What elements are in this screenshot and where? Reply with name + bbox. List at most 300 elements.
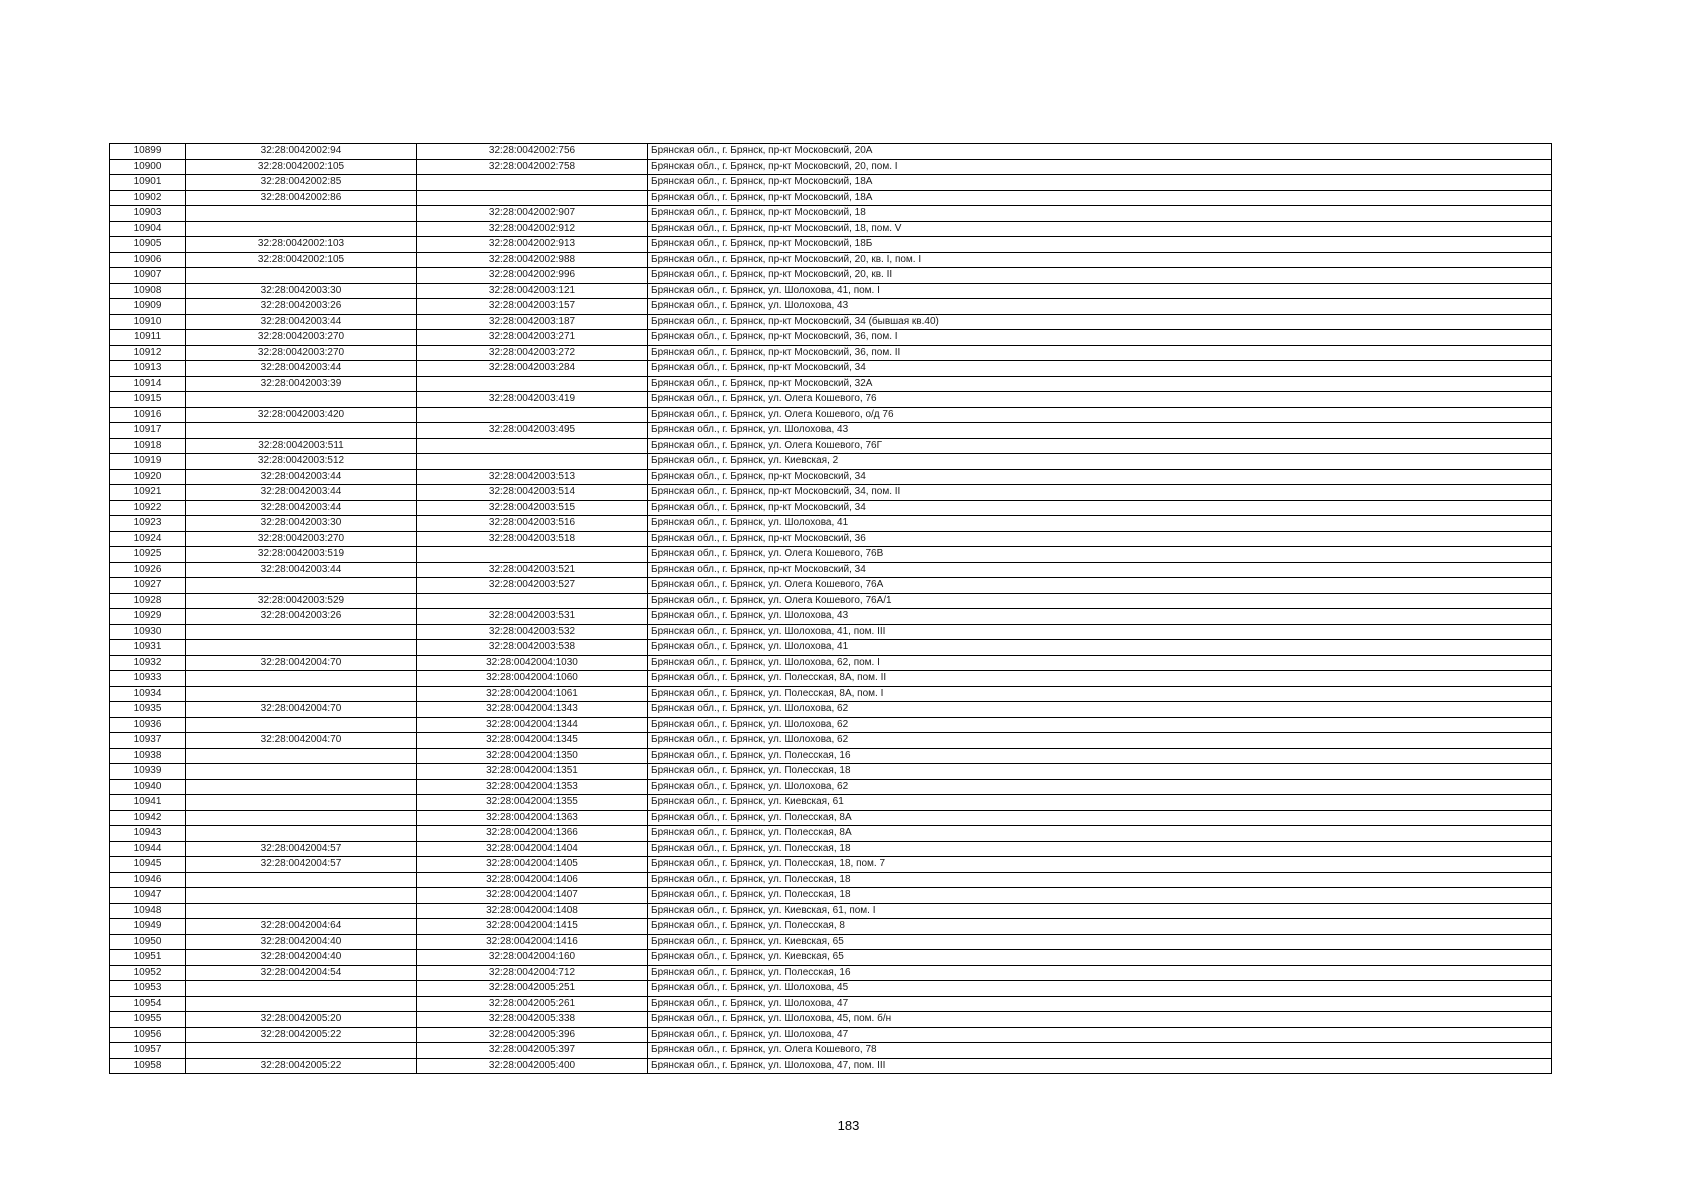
land-cadastral-number-cell: 32:28:0042003:512	[186, 454, 417, 470]
land-cadastral-number-cell	[186, 903, 417, 919]
building-cadastral-number-cell: 32:28:0042005:261	[417, 996, 648, 1012]
building-cadastral-number-cell: 32:28:0042004:1350	[417, 748, 648, 764]
row-number-cell: 10953	[110, 981, 186, 997]
table-row	[110, 454, 1552, 470]
table-row	[110, 764, 1552, 780]
table-row	[110, 609, 1552, 625]
address-cell: Брянская обл., г. Брянск, ул. Киевская, 61	[648, 795, 1552, 811]
building-cadastral-number-cell	[417, 175, 648, 191]
address-cell: Брянская обл., г. Брянск, ул. Полесская, 8	[648, 919, 1552, 935]
row-number-cell: 10917	[110, 423, 186, 439]
land-cadastral-number-cell: 32:28:0042003:26	[186, 609, 417, 625]
building-cadastral-number-cell: 32:28:0042004:1060	[417, 671, 648, 687]
building-cadastral-number-cell: 32:28:0042003:514	[417, 485, 648, 501]
address-cell: Брянская обл., г. Брянск, пр-кт Московский, 20, кв. I, пом. I	[648, 252, 1552, 268]
land-cadastral-number-cell: 32:28:0042003:420	[186, 407, 417, 423]
table-row	[110, 469, 1552, 485]
row-number-cell: 10907	[110, 268, 186, 284]
address-cell: Брянская обл., г. Брянск, ул. Олега Кошевого, о/д 76	[648, 407, 1552, 423]
table-row	[110, 190, 1552, 206]
row-number-cell: 10952	[110, 965, 186, 981]
row-number-cell: 10900	[110, 159, 186, 175]
table-row	[110, 1058, 1552, 1074]
table-row	[110, 950, 1552, 966]
row-number-cell: 10908	[110, 283, 186, 299]
address-cell: Брянская обл., г. Брянск, пр-кт Московский, 20А	[648, 144, 1552, 160]
table-row	[110, 795, 1552, 811]
land-cadastral-number-cell	[186, 423, 417, 439]
address-cell: Брянская обл., г. Брянск, пр-кт Московский, 32А	[648, 376, 1552, 392]
building-cadastral-number-cell: 32:28:0042005:338	[417, 1012, 648, 1028]
row-number-cell: 10926	[110, 562, 186, 578]
row-number-cell: 10941	[110, 795, 186, 811]
address-cell: Брянская обл., г. Брянск, ул. Шолохова, 47	[648, 1027, 1552, 1043]
land-cadastral-number-cell	[186, 206, 417, 222]
address-cell: Брянская обл., г. Брянск, пр-кт Московский, 34 (бывшая кв.40)	[648, 314, 1552, 330]
table-row	[110, 965, 1552, 981]
building-cadastral-number-cell: 32:28:0042004:1405	[417, 857, 648, 873]
table-row	[110, 547, 1552, 563]
table-row	[110, 872, 1552, 888]
address-cell: Брянская обл., г. Брянск, пр-кт Московский, 36, пом. I	[648, 330, 1552, 346]
building-cadastral-number-cell	[417, 407, 648, 423]
row-number-cell: 10936	[110, 717, 186, 733]
row-number-cell: 10932	[110, 655, 186, 671]
building-cadastral-number-cell: 32:28:0042005:396	[417, 1027, 648, 1043]
land-cadastral-number-cell: 32:28:0042004:70	[186, 702, 417, 718]
address-cell: Брянская обл., г. Брянск, пр-кт Московский, 36	[648, 531, 1552, 547]
row-number-cell: 10928	[110, 593, 186, 609]
table-row	[110, 221, 1552, 237]
address-cell: Брянская обл., г. Брянск, пр-кт Московский, 18А	[648, 190, 1552, 206]
row-number-cell: 10921	[110, 485, 186, 501]
table-row	[110, 702, 1552, 718]
address-cell: Брянская обл., г. Брянск, ул. Полесская, 16	[648, 748, 1552, 764]
row-number-cell: 10913	[110, 361, 186, 377]
table-row	[110, 314, 1552, 330]
row-number-cell: 10942	[110, 810, 186, 826]
address-cell: Брянская обл., г. Брянск, ул. Полесская, 16	[648, 965, 1552, 981]
land-cadastral-number-cell: 32:28:0042004:57	[186, 857, 417, 873]
address-cell: Брянская обл., г. Брянск, ул. Полесская, 8А	[648, 826, 1552, 842]
building-cadastral-number-cell: 32:28:0042002:996	[417, 268, 648, 284]
building-cadastral-number-cell: 32:28:0042004:160	[417, 950, 648, 966]
building-cadastral-number-cell: 32:28:0042002:758	[417, 159, 648, 175]
building-cadastral-number-cell: 32:28:0042003:272	[417, 345, 648, 361]
building-cadastral-number-cell: 32:28:0042003:513	[417, 469, 648, 485]
row-number-cell: 10909	[110, 299, 186, 315]
address-cell: Брянская обл., г. Брянск, пр-кт Московский, 18А	[648, 175, 1552, 191]
land-cadastral-number-cell: 32:28:0042003:26	[186, 299, 417, 315]
land-cadastral-number-cell: 32:28:0042003:44	[186, 485, 417, 501]
building-cadastral-number-cell: 32:28:0042003:532	[417, 624, 648, 640]
table-row	[110, 392, 1552, 408]
address-cell: Брянская обл., г. Брянск, ул. Шолохова, 62	[648, 779, 1552, 795]
table-row	[110, 903, 1552, 919]
building-cadastral-number-cell: 32:28:0042003:495	[417, 423, 648, 439]
building-cadastral-number-cell: 32:28:0042004:1416	[417, 934, 648, 950]
land-cadastral-number-cell	[186, 268, 417, 284]
land-cadastral-number-cell: 32:28:0042003:30	[186, 283, 417, 299]
row-number-cell: 10957	[110, 1043, 186, 1059]
land-cadastral-number-cell	[186, 1043, 417, 1059]
address-cell: Брянская обл., г. Брянск, ул. Шолохова, 62	[648, 702, 1552, 718]
land-cadastral-number-cell: 32:28:0042005:20	[186, 1012, 417, 1028]
land-cadastral-number-cell: 32:28:0042005:22	[186, 1027, 417, 1043]
building-cadastral-number-cell: 32:28:0042004:1343	[417, 702, 648, 718]
table-row	[110, 299, 1552, 315]
building-cadastral-number-cell: 32:28:0042004:1363	[417, 810, 648, 826]
land-cadastral-number-cell: 32:28:0042003:44	[186, 500, 417, 516]
building-cadastral-number-cell: 32:28:0042004:1355	[417, 795, 648, 811]
table-row	[110, 934, 1552, 950]
land-cadastral-number-cell	[186, 795, 417, 811]
row-number-cell: 10903	[110, 206, 186, 222]
address-cell: Брянская обл., г. Брянск, ул. Шолохова, 43	[648, 423, 1552, 439]
address-cell: Брянская обл., г. Брянск, ул. Шолохова, 47, пом. III	[648, 1058, 1552, 1074]
table-row	[110, 655, 1552, 671]
row-number-cell: 10950	[110, 934, 186, 950]
table-row	[110, 624, 1552, 640]
table-row	[110, 640, 1552, 656]
land-cadastral-number-cell	[186, 686, 417, 702]
building-cadastral-number-cell: 32:28:0042003:187	[417, 314, 648, 330]
building-cadastral-number-cell: 32:28:0042003:419	[417, 392, 648, 408]
address-cell: Брянская обл., г. Брянск, пр-кт Московский, 34, пом. II	[648, 485, 1552, 501]
row-number-cell: 10918	[110, 438, 186, 454]
table-row	[110, 733, 1552, 749]
land-cadastral-number-cell	[186, 981, 417, 997]
land-cadastral-number-cell: 32:28:0042004:54	[186, 965, 417, 981]
address-cell: Брянская обл., г. Брянск, пр-кт Московский, 34	[648, 500, 1552, 516]
address-cell: Брянская обл., г. Брянск, ул. Шолохова, 43	[648, 299, 1552, 315]
building-cadastral-number-cell: 32:28:0042005:400	[417, 1058, 648, 1074]
row-number-cell: 10923	[110, 516, 186, 532]
building-cadastral-number-cell: 32:28:0042003:527	[417, 578, 648, 594]
building-cadastral-number-cell: 32:28:0042004:1061	[417, 686, 648, 702]
row-number-cell: 10956	[110, 1027, 186, 1043]
land-cadastral-number-cell: 32:28:0042003:39	[186, 376, 417, 392]
table-row	[110, 144, 1552, 160]
building-cadastral-number-cell: 32:28:0042003:157	[417, 299, 648, 315]
address-cell: Брянская обл., г. Брянск, ул. Олега Кошевого, 76	[648, 392, 1552, 408]
address-cell: Брянская обл., г. Брянск, ул. Полесская, 8А	[648, 810, 1552, 826]
building-cadastral-number-cell: 32:28:0042004:712	[417, 965, 648, 981]
table-row	[110, 562, 1552, 578]
table-row	[110, 407, 1552, 423]
table-row	[110, 1043, 1552, 1059]
row-number-cell: 10931	[110, 640, 186, 656]
table-row	[110, 593, 1552, 609]
row-number-cell: 10901	[110, 175, 186, 191]
land-cadastral-number-cell	[186, 872, 417, 888]
table-row	[110, 1012, 1552, 1028]
row-number-cell: 10902	[110, 190, 186, 206]
address-cell: Брянская обл., г. Брянск, ул. Шолохова, 62	[648, 717, 1552, 733]
table-row	[110, 237, 1552, 253]
table-row	[110, 268, 1552, 284]
building-cadastral-number-cell: 32:28:0042002:756	[417, 144, 648, 160]
address-cell: Брянская обл., г. Брянск, пр-кт Московский, 34	[648, 562, 1552, 578]
building-cadastral-number-cell	[417, 438, 648, 454]
address-cell: Брянская обл., г. Брянск, ул. Полесская, 8А, пом. II	[648, 671, 1552, 687]
building-cadastral-number-cell: 32:28:0042004:1408	[417, 903, 648, 919]
row-number-cell: 10951	[110, 950, 186, 966]
table-row	[110, 810, 1552, 826]
land-cadastral-number-cell	[186, 221, 417, 237]
table-row	[110, 516, 1552, 532]
building-cadastral-number-cell	[417, 547, 648, 563]
land-cadastral-number-cell: 32:28:0042002:94	[186, 144, 417, 160]
address-cell: Брянская обл., г. Брянск, ул. Олега Кошевого, 76А/1	[648, 593, 1552, 609]
address-cell: Брянская обл., г. Брянск, ул. Олега Кошевого, 76В	[648, 547, 1552, 563]
building-cadastral-number-cell: 32:28:0042004:1406	[417, 872, 648, 888]
row-number-cell: 10937	[110, 733, 186, 749]
building-cadastral-number-cell: 32:28:0042002:988	[417, 252, 648, 268]
building-cadastral-number-cell: 32:28:0042003:518	[417, 531, 648, 547]
address-cell: Брянская обл., г. Брянск, ул. Киевская, 61, пом. I	[648, 903, 1552, 919]
row-number-cell: 10911	[110, 330, 186, 346]
land-cadastral-number-cell	[186, 748, 417, 764]
table-row	[110, 748, 1552, 764]
building-cadastral-number-cell: 32:28:0042002:912	[417, 221, 648, 237]
land-cadastral-number-cell	[186, 826, 417, 842]
table-row	[110, 206, 1552, 222]
address-cell: Брянская обл., г. Брянск, ул. Киевская, 65	[648, 934, 1552, 950]
row-number-cell: 10933	[110, 671, 186, 687]
building-cadastral-number-cell: 32:28:0042003:516	[417, 516, 648, 532]
land-cadastral-number-cell: 32:28:0042005:22	[186, 1058, 417, 1074]
row-number-cell: 10906	[110, 252, 186, 268]
row-number-cell: 10958	[110, 1058, 186, 1074]
table-row	[110, 857, 1552, 873]
registry-table	[109, 143, 1552, 1074]
address-cell: Брянская обл., г. Брянск, ул. Шолохова, 62	[648, 733, 1552, 749]
page-number: 183	[837, 1118, 860, 1133]
table-row	[110, 330, 1552, 346]
land-cadastral-number-cell: 32:28:0042003:270	[186, 345, 417, 361]
address-cell: Брянская обл., г. Брянск, ул. Олега Кошевого, 76А	[648, 578, 1552, 594]
building-cadastral-number-cell	[417, 190, 648, 206]
row-number-cell: 10934	[110, 686, 186, 702]
building-cadastral-number-cell: 32:28:0042003:538	[417, 640, 648, 656]
building-cadastral-number-cell: 32:28:0042004:1351	[417, 764, 648, 780]
land-cadastral-number-cell: 32:28:0042002:86	[186, 190, 417, 206]
address-cell: Брянская обл., г. Брянск, ул. Шолохова, 45	[648, 981, 1552, 997]
row-number-cell: 10922	[110, 500, 186, 516]
table-row	[110, 686, 1552, 702]
land-cadastral-number-cell	[186, 996, 417, 1012]
building-cadastral-number-cell: 32:28:0042003:521	[417, 562, 648, 578]
row-number-cell: 10943	[110, 826, 186, 842]
row-number-cell: 10939	[110, 764, 186, 780]
land-cadastral-number-cell	[186, 640, 417, 656]
land-cadastral-number-cell: 32:28:0042004:70	[186, 733, 417, 749]
row-number-cell: 10954	[110, 996, 186, 1012]
address-cell: Брянская обл., г. Брянск, пр-кт Московский, 34	[648, 469, 1552, 485]
table-row	[110, 376, 1552, 392]
land-cadastral-number-cell	[186, 671, 417, 687]
address-cell: Брянская обл., г. Брянск, ул. Полесская, 18	[648, 764, 1552, 780]
building-cadastral-number-cell	[417, 593, 648, 609]
address-cell: Брянская обл., г. Брянск, пр-кт Московский, 34	[648, 361, 1552, 377]
row-number-cell: 10916	[110, 407, 186, 423]
address-cell: Брянская обл., г. Брянск, ул. Шолохова, 41	[648, 516, 1552, 532]
building-cadastral-number-cell: 32:28:0042002:913	[417, 237, 648, 253]
land-cadastral-number-cell: 32:28:0042002:105	[186, 159, 417, 175]
building-cadastral-number-cell: 32:28:0042003:271	[417, 330, 648, 346]
row-number-cell: 10899	[110, 144, 186, 160]
row-number-cell: 10919	[110, 454, 186, 470]
address-cell: Брянская обл., г. Брянск, ул. Полесская, 18	[648, 888, 1552, 904]
row-number-cell: 10924	[110, 531, 186, 547]
address-cell: Брянская обл., г. Брянск, ул. Киевская, 2	[648, 454, 1552, 470]
row-number-cell: 10945	[110, 857, 186, 873]
row-number-cell: 10946	[110, 872, 186, 888]
table-row	[110, 981, 1552, 997]
building-cadastral-number-cell: 32:28:0042004:1030	[417, 655, 648, 671]
building-cadastral-number-cell: 32:28:0042003:121	[417, 283, 648, 299]
building-cadastral-number-cell: 32:28:0042004:1366	[417, 826, 648, 842]
address-cell: Брянская обл., г. Брянск, ул. Полесская, 18	[648, 872, 1552, 888]
table-row	[110, 423, 1552, 439]
row-number-cell: 10920	[110, 469, 186, 485]
land-cadastral-number-cell: 32:28:0042002:105	[186, 252, 417, 268]
table-row	[110, 717, 1552, 733]
table-row	[110, 159, 1552, 175]
row-number-cell: 10947	[110, 888, 186, 904]
building-cadastral-number-cell: 32:28:0042003:515	[417, 500, 648, 516]
row-number-cell: 10905	[110, 237, 186, 253]
table-row	[110, 485, 1552, 501]
building-cadastral-number-cell: 32:28:0042002:907	[417, 206, 648, 222]
row-number-cell: 10915	[110, 392, 186, 408]
building-cadastral-number-cell: 32:28:0042003:284	[417, 361, 648, 377]
address-cell: Брянская обл., г. Брянск, ул. Шолохова, 47	[648, 996, 1552, 1012]
address-cell: Брянская обл., г. Брянск, ул. Олега Кошевого, 76Г	[648, 438, 1552, 454]
land-cadastral-number-cell: 32:28:0042003:44	[186, 562, 417, 578]
land-cadastral-number-cell	[186, 779, 417, 795]
land-cadastral-number-cell: 32:28:0042003:511	[186, 438, 417, 454]
building-cadastral-number-cell: 32:28:0042004:1404	[417, 841, 648, 857]
table-row	[110, 779, 1552, 795]
table-row	[110, 361, 1552, 377]
land-cadastral-number-cell: 32:28:0042004:70	[186, 655, 417, 671]
address-cell: Брянская обл., г. Брянск, ул. Полесская, 18, пом. 7	[648, 857, 1552, 873]
building-cadastral-number-cell: 32:28:0042005:397	[417, 1043, 648, 1059]
row-number-cell: 10930	[110, 624, 186, 640]
table-row	[110, 996, 1552, 1012]
address-cell: Брянская обл., г. Брянск, ул. Шолохова, 41, пом. III	[648, 624, 1552, 640]
land-cadastral-number-cell	[186, 717, 417, 733]
land-cadastral-number-cell: 32:28:0042003:270	[186, 330, 417, 346]
building-cadastral-number-cell	[417, 454, 648, 470]
building-cadastral-number-cell: 32:28:0042004:1345	[417, 733, 648, 749]
land-cadastral-number-cell: 32:28:0042003:44	[186, 361, 417, 377]
row-number-cell: 10948	[110, 903, 186, 919]
address-cell: Брянская обл., г. Брянск, ул. Полесская, 8А, пом. I	[648, 686, 1552, 702]
building-cadastral-number-cell: 32:28:0042004:1415	[417, 919, 648, 935]
address-cell: Брянская обл., г. Брянск, ул. Шолохова, 45, пом. б/н	[648, 1012, 1552, 1028]
row-number-cell: 10944	[110, 841, 186, 857]
address-cell: Брянская обл., г. Брянск, пр-кт Московский, 18	[648, 206, 1552, 222]
row-number-cell: 10938	[110, 748, 186, 764]
address-cell: Брянская обл., г. Брянск, ул. Шолохова, 41	[648, 640, 1552, 656]
land-cadastral-number-cell: 32:28:0042004:64	[186, 919, 417, 935]
row-number-cell: 10935	[110, 702, 186, 718]
table-row	[110, 252, 1552, 268]
address-cell: Брянская обл., г. Брянск, пр-кт Московский, 20, кв. II	[648, 268, 1552, 284]
land-cadastral-number-cell: 32:28:0042003:30	[186, 516, 417, 532]
row-number-cell: 10925	[110, 547, 186, 563]
land-cadastral-number-cell: 32:28:0042004:40	[186, 934, 417, 950]
row-number-cell: 10904	[110, 221, 186, 237]
address-cell: Брянская обл., г. Брянск, ул. Шолохова, 41, пом. I	[648, 283, 1552, 299]
table-row	[110, 841, 1552, 857]
building-cadastral-number-cell: 32:28:0042004:1407	[417, 888, 648, 904]
row-number-cell: 10927	[110, 578, 186, 594]
row-number-cell: 10929	[110, 609, 186, 625]
land-cadastral-number-cell: 32:28:0042003:44	[186, 314, 417, 330]
address-cell: Брянская обл., г. Брянск, пр-кт Московский, 36, пом. II	[648, 345, 1552, 361]
address-cell: Брянская обл., г. Брянск, пр-кт Московский, 20, пом. I	[648, 159, 1552, 175]
land-cadastral-number-cell	[186, 810, 417, 826]
table-row	[110, 500, 1552, 516]
row-number-cell: 10910	[110, 314, 186, 330]
land-cadastral-number-cell: 32:28:0042003:44	[186, 469, 417, 485]
land-cadastral-number-cell: 32:28:0042002:103	[186, 237, 417, 253]
address-cell: Брянская обл., г. Брянск, ул. Шолохова, 43	[648, 609, 1552, 625]
land-cadastral-number-cell: 32:28:0042004:57	[186, 841, 417, 857]
land-cadastral-number-cell: 32:28:0042003:270	[186, 531, 417, 547]
land-cadastral-number-cell: 32:28:0042003:529	[186, 593, 417, 609]
building-cadastral-number-cell: 32:28:0042004:1344	[417, 717, 648, 733]
table-row	[110, 283, 1552, 299]
land-cadastral-number-cell	[186, 392, 417, 408]
address-cell: Брянская обл., г. Брянск, ул. Полесская, 18	[648, 841, 1552, 857]
land-cadastral-number-cell	[186, 888, 417, 904]
building-cadastral-number-cell: 32:28:0042004:1353	[417, 779, 648, 795]
building-cadastral-number-cell	[417, 376, 648, 392]
address-cell: Брянская обл., г. Брянск, ул. Олега Кошевого, 78	[648, 1043, 1552, 1059]
row-number-cell: 10949	[110, 919, 186, 935]
address-cell: Брянская обл., г. Брянск, пр-кт Московский, 18, пом. V	[648, 221, 1552, 237]
address-cell: Брянская обл., г. Брянск, ул. Киевская, 65	[648, 950, 1552, 966]
table-row	[110, 826, 1552, 842]
table-row	[110, 578, 1552, 594]
land-cadastral-number-cell: 32:28:0042002:85	[186, 175, 417, 191]
land-cadastral-number-cell	[186, 624, 417, 640]
address-cell: Брянская обл., г. Брянск, пр-кт Московский, 18Б	[648, 237, 1552, 253]
building-cadastral-number-cell: 32:28:0042003:531	[417, 609, 648, 625]
land-cadastral-number-cell	[186, 764, 417, 780]
row-number-cell: 10940	[110, 779, 186, 795]
table-row	[110, 1027, 1552, 1043]
table-row	[110, 919, 1552, 935]
table-row	[110, 345, 1552, 361]
land-cadastral-number-cell: 32:28:0042003:519	[186, 547, 417, 563]
address-cell: Брянская обл., г. Брянск, ул. Шолохова, 62, пом. I	[648, 655, 1552, 671]
registry-table-body	[110, 144, 1552, 1074]
row-number-cell: 10912	[110, 345, 186, 361]
land-cadastral-number-cell	[186, 578, 417, 594]
table-row	[110, 888, 1552, 904]
table-row	[110, 531, 1552, 547]
table-row	[110, 671, 1552, 687]
building-cadastral-number-cell: 32:28:0042005:251	[417, 981, 648, 997]
table-row	[110, 438, 1552, 454]
land-cadastral-number-cell: 32:28:0042004:40	[186, 950, 417, 966]
